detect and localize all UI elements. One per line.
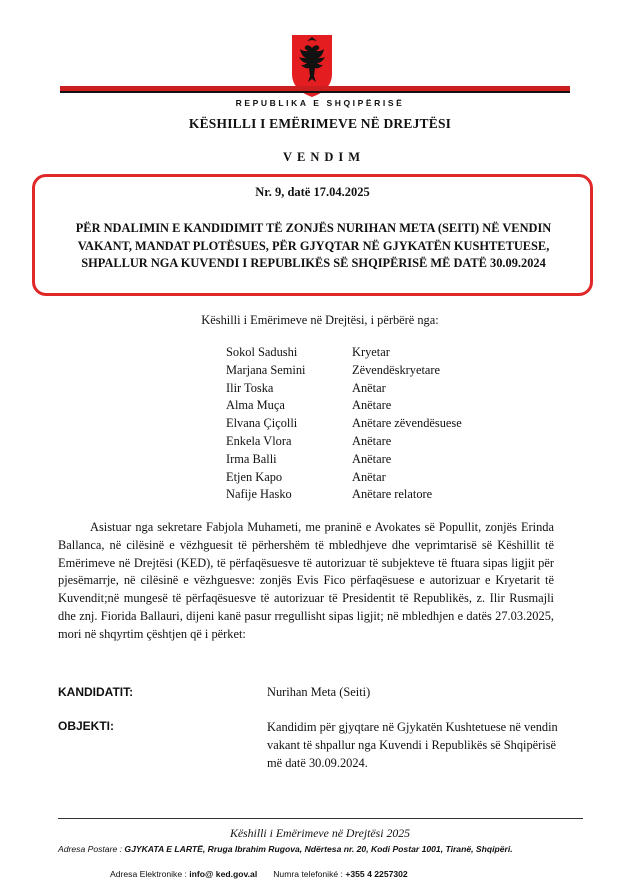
candidate-label: KANDIDATIT: xyxy=(58,685,134,699)
document-type: VENDIM xyxy=(282,150,366,164)
footer-rule xyxy=(58,818,583,819)
member-row xyxy=(226,398,526,416)
member-name: Etjen Kapo xyxy=(226,469,283,484)
decision-number: Nr. 9, datë 17.04.2025 xyxy=(255,185,370,199)
member-row xyxy=(226,470,526,488)
email-label: Adresa Elektronike : xyxy=(110,869,187,879)
phone-value: +355 4 2257302 xyxy=(345,869,408,879)
candidate-value: Nurihan Meta (Seiti) xyxy=(267,685,371,699)
address-value: GJYKATA E LARTË, Rruga Ibrahim Rugova, Ndërtesa nr. 20, Kodi Postar 1001, Tiranë, Shqipëri. xyxy=(124,844,513,854)
member-role: Anëtare xyxy=(352,398,392,413)
phone-label: Numra telefoniké : xyxy=(273,869,343,879)
member-role: Zëvendëskryetare xyxy=(352,362,441,377)
institution-name: KËSHILLI I EMËRIMEVE NË DREJTËSI xyxy=(188,116,452,131)
address-label: Adresa Postare : xyxy=(58,844,123,854)
footer-address xyxy=(58,843,583,856)
footer-contact xyxy=(110,869,408,879)
member-role: Anëtare xyxy=(352,451,392,466)
member-row xyxy=(226,452,526,470)
object-label: OBJEKTI: xyxy=(58,719,115,733)
member-role: Anëtare relatore xyxy=(352,487,433,502)
member-role: Anëtar xyxy=(352,380,386,395)
member-role: Anëtare zëvendësuese xyxy=(352,416,462,431)
member-name: Irma Balli xyxy=(226,451,277,466)
footer-title: Këshilli i Emërimeve në Drejtësi 2025 xyxy=(229,826,411,840)
member-name: Nafije Hasko xyxy=(226,487,292,502)
member-name: Elvana Çiçolli xyxy=(226,416,298,431)
country-name: REPUBLIKA E SHQIPËRISË xyxy=(235,98,405,108)
object-value: Kandidim për gjyqtare në Gjykatën Kushtetuese në vendin vakant të shpallur nga Kuvendi i Republikës së Shqipërisë më datë 30.09.2024. xyxy=(267,720,558,770)
member-row xyxy=(226,416,526,434)
member-name: Marjana Semini xyxy=(226,362,306,377)
member-row xyxy=(226,381,526,399)
member-name: Sokol Sadushi xyxy=(226,345,298,359)
member-name: Alma Muça xyxy=(226,398,285,413)
member-role: Kryetar xyxy=(352,345,390,359)
member-row xyxy=(226,363,526,381)
member-role: Anëtare xyxy=(352,433,392,448)
members-list xyxy=(226,345,526,505)
member-row xyxy=(226,345,526,363)
member-name: Ilir Toska xyxy=(226,380,274,395)
member-role: Anëtar xyxy=(352,469,386,484)
decision-title: PËR NDALIMIN E KANDIDIMIT TË ZONJËS NURIHAN META (SEITI) NË VENDIN VAKANT, MANDAT PLOTËSUES, PËR GJYQTAR NË GJYKATËN KUSHTETUESE, SHPALLUR NGA KUVENDI I REPUBLIKËS SË SHQIPËRISË MË DATË 30.09.2024 xyxy=(75,221,552,270)
header-black-rule xyxy=(60,91,570,93)
member-row xyxy=(226,434,526,452)
member-row xyxy=(226,487,526,505)
composition-intro: Këshilli i Emërimeve në Drejtësi, i përbërë nga: xyxy=(201,313,439,327)
email-link[interactable]: info@ ked.gov.al xyxy=(189,869,258,879)
proceedings-paragraph: Asistuar nga sekretare Fabjola Muhameti, me praninë e Avokates së Popullit, zonjës Erinda Ballanca, në cilësinë e vëzhguesit të përhershëm të mbledhjeve dhe veprimtarisë së Këshillit të Emërimeve në Drejtësi (KED), të përfaqësuesve të autorizuar të subjekteve të ftuara sipas ligjit për pjesëmarrje, në cilësinë e vëzhguesve: zonjës Evis Fico përfaqësuese e autorizuar e Kryetarit të Kuvendit;në mungesë të përfaqësuesve të autorizuar të Presidentit të Republikës, z. Ilir Rusmajli dhe znj. Fiorida Ballauri, dijeni kanë pasur rregullisht sipas ligjit; në mbledhjen e datës 27.03.2025, mori në shqyrtim çështjen që i përket: xyxy=(58,520,554,641)
member-name: Enkela Vlora xyxy=(226,433,292,448)
